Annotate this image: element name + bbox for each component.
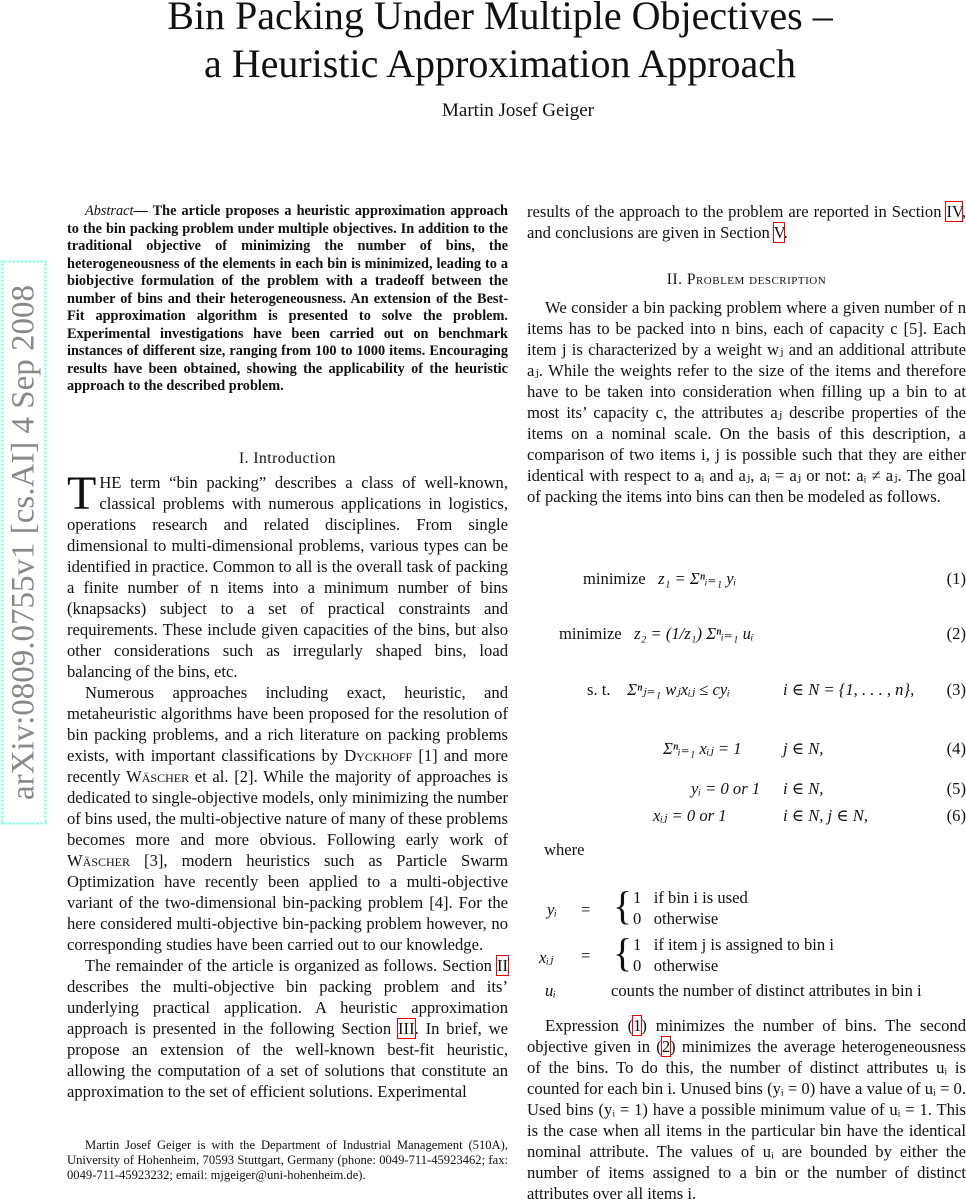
intro-paragraph-3 xyxy=(67,955,508,1102)
problem-paragraph-text: We consider a bin packing problem where a given number of n items has to be packed into n bins, each of capacity c [5]. Each item j is characterized by a weight wⱼ and an additional attribute aⱼ. While the weights refer to the size of the items and therefore have to be taken into consideration when filling up a bin to at most its’ capacity c, the attributes aⱼ describe properties of the items on a nominal scale. On the basis of this description, a comparison of two items i, j is possible such that they are either identical with respect to aᵢ and aⱼ, aᵢ = aⱼ or not: aᵢ ≠ aⱼ. The goal of packing the items into bins can then be modeled as follows. xyxy=(527,298,966,506)
text: ) minimizes the average heterogeneousness of the bins. To do this, the number of distinct attributes uᵢ is counted for each bin i. Unused bins (yᵢ = 0) have a value of uᵢ = 0. Used bins (yᵢ = 1) have a possible minimum value of uᵢ = 1. This is the case when all items in the particular bin have the identical nominal attribute. The values of uᵢ are bounded by either the number of items assigned to a bin or the number of distinct attributes over all items i. xyxy=(527,1037,966,1203)
eq-number: (1) xyxy=(946,569,966,588)
text: [1] and more recently xyxy=(67,746,508,786)
def-symbol-u: uᵢ xyxy=(545,981,556,1000)
equation-4 xyxy=(663,739,966,759)
eq-number: (2) xyxy=(946,624,966,643)
equation-1 xyxy=(583,569,966,589)
def-case: 0 otherwise xyxy=(633,909,719,928)
text: , and conclusions are given in Section xyxy=(527,202,966,242)
eq-lead: s. t. xyxy=(587,680,611,699)
eq-expr: yᵢ = 0 or 1 xyxy=(691,779,761,798)
section-link-iii[interactable]: III xyxy=(398,1019,415,1038)
author-name: Wäscher xyxy=(67,851,131,870)
author-name: Wäscher xyxy=(126,767,190,786)
intro-paragraph-1 xyxy=(67,467,508,682)
text: Expression ( xyxy=(545,1016,634,1035)
def-case: 1 if bin i is used xyxy=(633,888,748,907)
eq-expr: z₂ = (1/z₁) Σⁿᵢ₌₁ uᵢ xyxy=(634,624,754,643)
text: [3], modern heuristics such as Particle Swarm Optimization have recently been applied to a multi-objective variant of the two-dimensional bin-packing problem [4]. For the here considered multi-objective bin-packing problem however, no corresponding studies have been carried out to our knowledge. xyxy=(67,851,508,954)
where-label: where xyxy=(544,840,585,859)
def-case: 0 otherwise xyxy=(633,956,719,975)
eq-condition: j ∈ N, xyxy=(783,739,824,758)
brace-icon: { xyxy=(613,883,633,928)
author-name: Dyckhoff xyxy=(344,746,413,765)
eq-number: (3) xyxy=(946,680,966,699)
abstract-text: — The article proposes a heuristic approximation approach to the bin packing problem under multiple objectives. In addition to the traditional objective of minimizing the number of bins, the heterogeneousness of the elements in each bin is minimized, leading to a biobjective formulation of the problem with a tradeoff between the number of bins and their heterogeneousness. An extension of the Best-Fit approximation algorithm is presented to solve the problem. Experimental investigations have been carried out on benchmark instances of different size, ranging from 100 to 1000 items. Encouraging results have been obtained, showing the applicability of the heuristic approach to the described problem. xyxy=(67,203,508,394)
text: The remainder of the article is organized as follows. Section xyxy=(85,956,497,975)
section-link-v[interactable]: V xyxy=(773,223,784,242)
eq-condition: i ∈ N, xyxy=(783,779,824,798)
text: ) minimizes the number of bins. The second objective given in ( xyxy=(527,1016,966,1056)
eq-condition: i ∈ N = {1, . . . , n}, xyxy=(783,680,915,699)
equation-6 xyxy=(653,806,966,826)
equation-link-2[interactable]: 2 xyxy=(661,1037,671,1056)
equation-5 xyxy=(663,779,966,799)
def-equals: = xyxy=(581,900,591,919)
intro-paragraph-2 xyxy=(67,682,508,955)
text: . In brief, we propose an extension of the well-known best-fit heuristic, allowing the computation of a set of solutions that constitute an approximation to the set of efficient solutions. Experimental xyxy=(67,1019,508,1101)
eq-lead: minimize xyxy=(583,569,646,588)
equation-2 xyxy=(559,624,966,644)
brace-icon: { xyxy=(613,930,633,975)
eq-lead: minimize xyxy=(559,624,622,643)
footnote xyxy=(67,1138,508,1183)
section-link-iv[interactable]: IV xyxy=(946,202,962,221)
abstract-label: Abstract xyxy=(85,203,134,219)
eq-expr: z₁ = Σⁿᵢ₌₁ yᵢ xyxy=(658,569,737,588)
def-equals: = xyxy=(581,946,591,965)
def-text: counts the number of distinct attributes in bin i xyxy=(611,981,922,1000)
section-heading-introduction: I. Introduction xyxy=(238,450,337,467)
eq-condition: i ∈ N, j ∈ N, xyxy=(783,806,868,825)
title-line-2: a Heuristic Approximation Approach xyxy=(203,41,797,86)
section-heading-problem-description: II. Problem description xyxy=(666,271,827,288)
text: results of the approach to the problem are reported in Section xyxy=(527,202,947,221)
def-symbol-x: xᵢⱼ xyxy=(539,948,554,967)
drop-cap: T xyxy=(67,467,97,520)
footnote-text: Martin Josef Geiger is with the Department of Industrial Management (510A), University of Hohenheim, 70593 Stuttgart, Germany (phone: 0049-711-45923462; fax: 0049-711-45923232; email: mjgeiger@uni-hohenheim.de). xyxy=(67,1138,508,1182)
eq-number: (5) xyxy=(946,779,966,798)
def-symbol-y: yᵢ xyxy=(547,900,557,919)
abstract xyxy=(67,203,508,396)
expression-paragraph xyxy=(527,1015,966,1204)
title-line-1: Bin Packing Under Multiple Objectives – xyxy=(167,0,833,38)
intro-paragraph-1-text: HE term “bin packing” describes a class of well-known, classical problems with numerous applications in logistics, operations research and related disciplines. From single dimensional to multi-dimensional problems, various types can be identified in practice. Common to all is the overall task of packing a finite number of n items into a minimum number of bins (knapsacks) subject to a set of practical constraints and requirements. These include given capacities of the bins, but also other considerations such as irregularly shaped bins, load balancing of the bins, etc. xyxy=(67,473,508,681)
equation-3 xyxy=(587,680,966,700)
author: Martin Josef Geiger xyxy=(442,100,594,121)
introduction-body xyxy=(67,467,509,1102)
section-link-ii[interactable]: II xyxy=(496,956,508,975)
equation-link-1[interactable]: 1 xyxy=(633,1016,642,1035)
eq-expr: Σⁿⱼ₌₁ wⱼxᵢⱼ ≤ cyᵢ xyxy=(627,680,730,699)
eq-number: (6) xyxy=(946,806,966,825)
text: Numerous approaches including exact, heuristic, and metaheuristic algorithms have been proposed for the resolution of bin packing problems, and a rich literature on packing problems exists, with important classifications by xyxy=(67,683,508,765)
text: . xyxy=(783,223,788,242)
eq-number: (4) xyxy=(946,739,966,758)
eq-expr: Σⁿᵢ₌₁ xᵢⱼ = 1 xyxy=(663,739,742,758)
eq-expr: xᵢⱼ = 0 or 1 xyxy=(653,806,727,825)
text: describes the multi-objective bin packing problem and its’ underlying practical application. A heuristic approximation approach is presented in the following Section xyxy=(67,977,508,1038)
arxiv-identifier: arXiv:0809.0755v1 [cs.AI] 4 Sep 2008 xyxy=(2,261,47,825)
def-case: 1 if item j is assigned to bin i xyxy=(633,935,834,954)
text: et al. [2]. While the majority of approaches is dedicated to single-objective models, only minimizing the number of bins used, the multi-objective nature of many of these problems becomes more and more obvious. Following early work of xyxy=(67,767,509,849)
